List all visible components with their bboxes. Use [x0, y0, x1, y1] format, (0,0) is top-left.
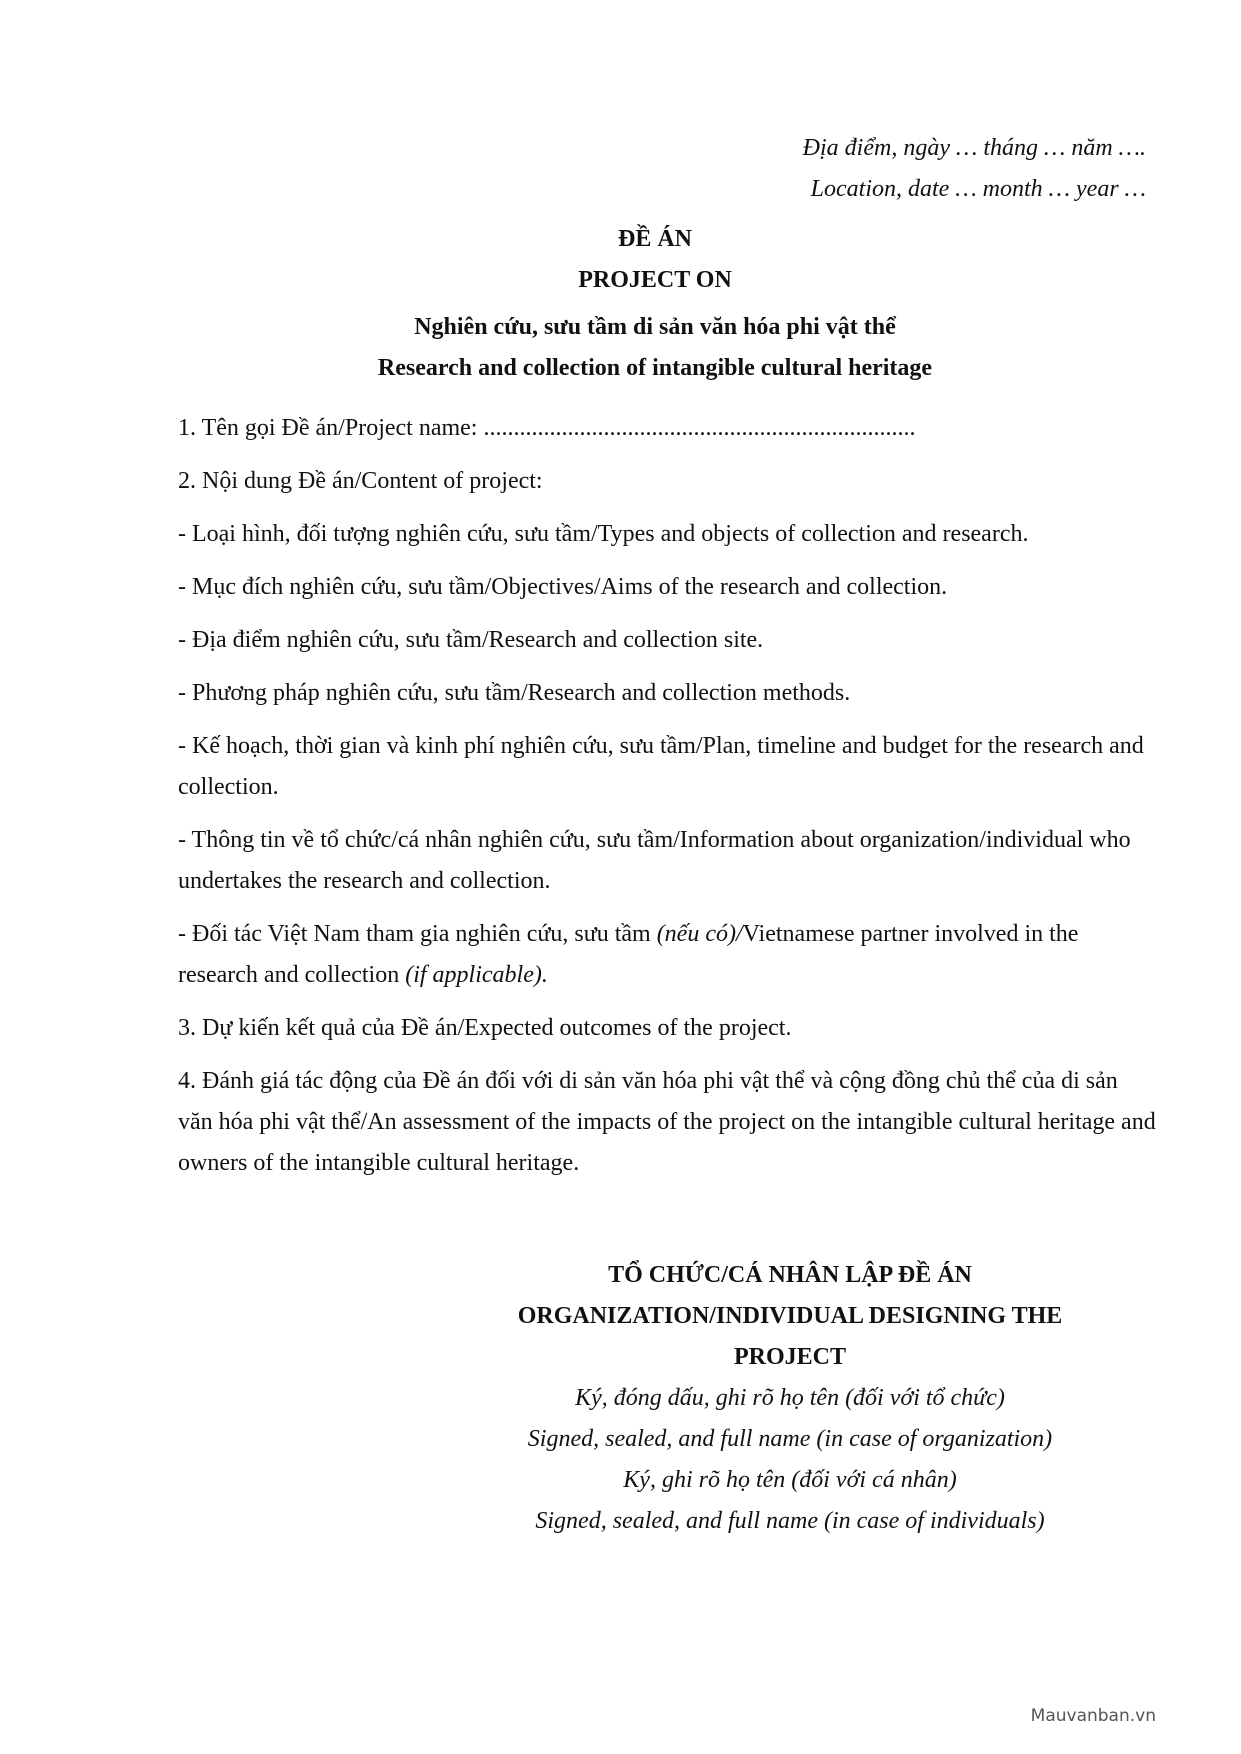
- bullet-vietnamese-partner: [178, 914, 1158, 996]
- signature-note-individual-en: Signed, sealed, and full name (in case of individuals): [535, 1508, 1045, 1534]
- bullet-objectives: - Mục đích nghiên cứu, sưu tầm/Objectives/Aims of the research and collection.: [178, 574, 948, 600]
- document-body: [178, 408, 1158, 1196]
- bullet-site: - Địa điểm nghiên cứu, sưu tầm/Research and collection site.: [178, 627, 764, 653]
- item-project-name: 1. Tên gọi Đề án/Project name: ........................................................................: [178, 415, 916, 441]
- title-project-on: PROJECT ON: [578, 267, 732, 293]
- subtitle-vi: Nghiên cứu, sưu tầm di sản văn hóa phi vật thể: [414, 314, 896, 340]
- item-expected-outcomes: 3. Dự kiến kết quả của Đề án/Expected outcomes of the project.: [178, 1015, 792, 1041]
- bullet-organization-info: - Thông tin về tổ chức/cá nhân nghiên cứu, sưu tầm/Information about organization/individual who undertakes the research and collection.: [178, 827, 1131, 894]
- watermark-text: Mauvanban.vn: [1030, 1706, 1156, 1726]
- signature-title-vi: TỔ CHỨC/CÁ NHÂN LẬP ĐỀ ÁN: [608, 1262, 972, 1288]
- item-content-of-project: 2. Nội dung Đề án/Content of project:: [178, 468, 543, 494]
- signature-block: [460, 1255, 1120, 1542]
- signature-note-organization-vi: Ký, đóng dấu, ghi rõ họ tên (đối với tổ chức): [575, 1385, 1005, 1411]
- title-de-an: ĐỀ ÁN: [617, 226, 692, 252]
- partner-text-vi: - Đối tác Việt Nam tham gia nghiên cứu, sưu tầm: [178, 921, 657, 947]
- subtitle-en: Research and collection of intangible cultural heritage: [377, 355, 933, 381]
- signature-title-en: ORGANIZATION/INDIVIDUAL DESIGNING THE PROJECT: [517, 1303, 1063, 1370]
- bullet-plan-budget: - Kế hoạch, thời gian và kinh phí nghiên cứu, sưu tầm/Plan, timeline and budget for the research and collection.: [178, 733, 1144, 800]
- date-line-en: Location, date … month … year …: [810, 176, 1146, 202]
- signature-note-organization-en: Signed, sealed, and full name (in case of organization): [527, 1426, 1053, 1452]
- bullet-types-objects: - Loại hình, đối tượng nghiên cứu, sưu tầm/Types and objects of collection and research.: [178, 521, 1029, 547]
- date-line-vi: Địa điểm, ngày … tháng … năm ….: [802, 135, 1146, 161]
- signature-note-individual-vi: Ký, ghi rõ họ tên (đối với cá nhân): [623, 1467, 957, 1493]
- partner-text-en: Vietnamese partner involved in the research and collection: [178, 921, 1079, 988]
- document-title-block: [160, 219, 1150, 389]
- partner-if-any-vi: (nếu có)/: [656, 921, 743, 947]
- date-location-block: [803, 128, 1146, 210]
- bullet-methods: - Phương pháp nghiên cứu, sưu tầm/Research and collection methods.: [178, 680, 851, 706]
- item-impact-assessment: 4. Đánh giá tác động của Đề án đối với di sản văn hóa phi vật thể và cộng đồng chủ thể của di sản văn hóa phi vật thể/An assessment of the impacts of the project on the intangible cultural heritage and owners of the intangible cultural heritage.: [178, 1068, 1156, 1176]
- partner-if-applicable-en: (if applicable).: [405, 962, 548, 988]
